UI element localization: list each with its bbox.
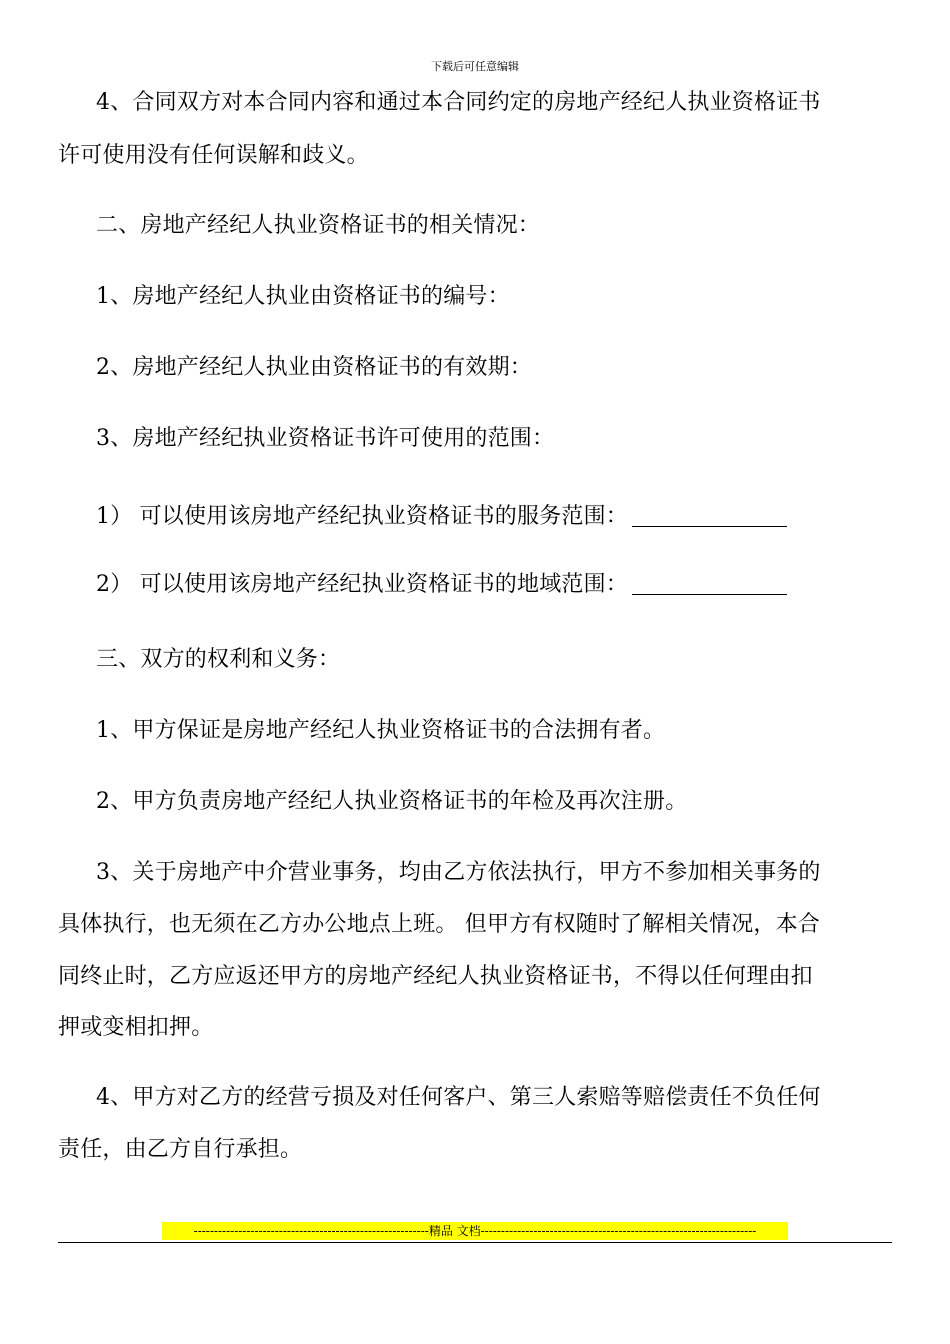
region-scope-label: 2） 可以使用该房地产经纪执业资格证书的地域范围： bbox=[96, 572, 628, 597]
duty-3-line-2: 具体执行，也无须在乙方办公地点上班。 但甲方有权随时了解相关情况，本合 bbox=[58, 912, 820, 937]
section-2-title: 二、房地产经纪人执业资格证书的相关情况： bbox=[96, 213, 541, 238]
certificate-number-item: 1、房地产经纪人执业由资格证书的编号： bbox=[96, 284, 510, 309]
service-scope-blank bbox=[632, 504, 787, 527]
duty-3-line-3: 同终止时，乙方应返还甲方的房地产经纪人执业资格证书，不得以任何理由扣 bbox=[58, 964, 813, 989]
certificate-scope-item: 3、房地产经纪执业资格证书许可使用的范围： bbox=[96, 426, 555, 451]
region-scope-blank bbox=[632, 572, 787, 595]
footer-divider bbox=[58, 1242, 892, 1243]
footer-label: ----------------------------------------------------------精品 文档-------------------------------------------------------------------- bbox=[162, 1222, 788, 1240]
clause-4-line-1: 4、合同双方对本合同内容和通过本合同约定的房地产经纪人执业资格证书 bbox=[96, 90, 821, 115]
duty-4-line-2: 责任，由乙方自行承担。 bbox=[58, 1137, 303, 1162]
duty-1: 1、甲方保证是房地产经纪人执业资格证书的合法拥有者。 bbox=[96, 718, 666, 743]
clause-4-line-2: 许可使用没有任何误解和歧义。 bbox=[58, 143, 369, 168]
section-3-title: 三、双方的权利和义务： bbox=[96, 647, 341, 672]
duty-4-line-1: 4、甲方对乙方的经营亏损及对任何客户、第三人索赔等赔偿责任不负任何 bbox=[96, 1085, 821, 1110]
service-scope-subitem bbox=[58, 500, 926, 534]
duty-3-line-1: 3、关于房地产中介营业事务，均由乙方依法执行，甲方不参加相关事务的 bbox=[96, 860, 821, 885]
service-scope-label: 1） 可以使用该房地产经纪执业资格证书的服务范围： bbox=[96, 504, 628, 529]
header-note: 下载后可任意编辑 bbox=[431, 60, 519, 73]
duty-2: 2、甲方负责房地产经纪人执业资格证书的年检及再次注册。 bbox=[96, 789, 688, 814]
region-scope-subitem bbox=[58, 568, 926, 602]
certificate-validity-item: 2、房地产经纪人执业由资格证书的有效期： bbox=[96, 355, 532, 380]
duty-3-line-4: 押或变相扣押。 bbox=[58, 1015, 214, 1040]
